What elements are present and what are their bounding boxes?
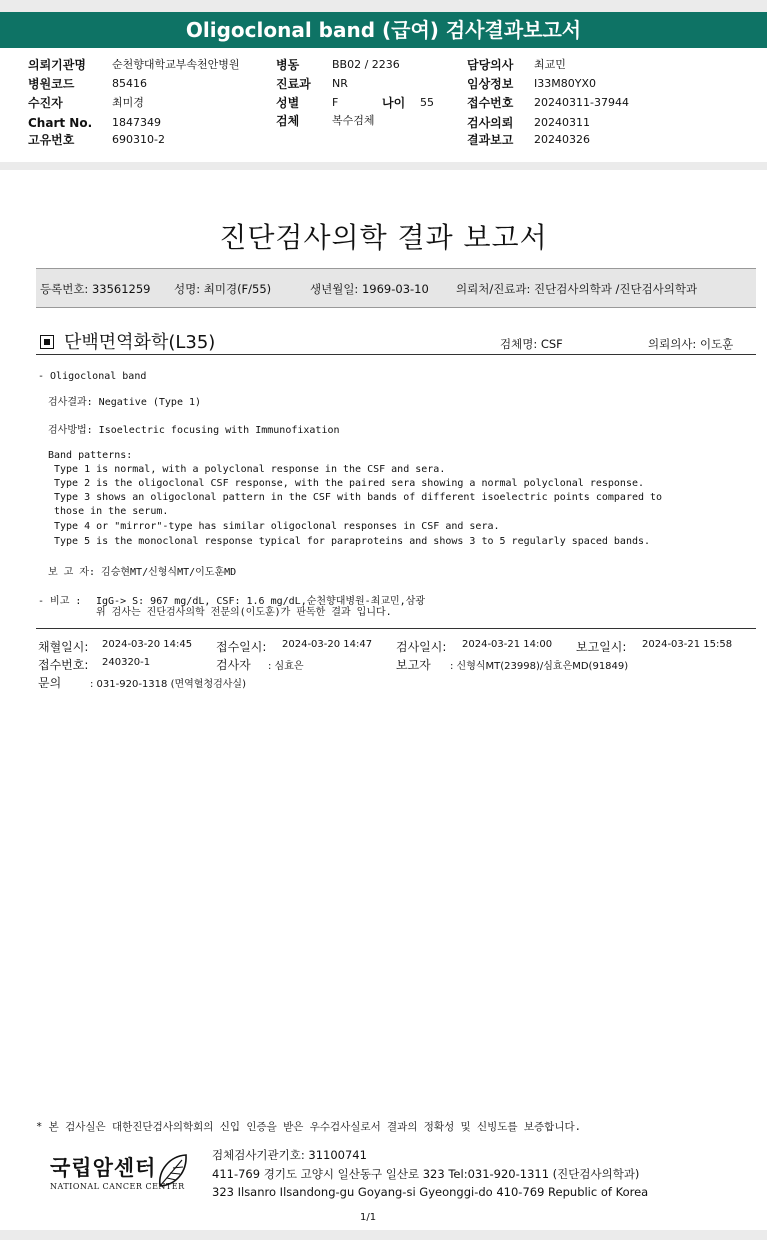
patient-name: 성명: 최미경(F/55)	[174, 282, 272, 296]
request-date-value: 20240311	[534, 116, 590, 129]
patient-value: 최미경	[112, 96, 144, 109]
hospital-code-label: 병원코드	[28, 77, 75, 91]
age-value: 55	[420, 96, 434, 109]
test-result: 검사결과: Negative (Type 1)	[48, 397, 202, 408]
main-report-title: 진단검사의학 결과 보고서	[219, 221, 548, 254]
reporter-label: 보고자	[396, 658, 431, 672]
specimen-name: 검체명: CSF	[500, 337, 563, 351]
band-pattern-line: Type 3 shows an oligoclonal pattern in the CSF with bands of different isoelectric points compared to	[54, 492, 663, 503]
hospital-code-value: 85416	[112, 77, 147, 90]
note-line: 위 검사는 진단검사의학 전문의(이도훈)가 판독한 결과 입니다.	[96, 607, 392, 618]
receive-value: 2024-03-20 14:47	[282, 639, 373, 650]
doctor-value: 최교민	[534, 58, 566, 71]
institution-label: 의뢰기관명	[28, 58, 86, 72]
section-title: 단백면역화학(L35)	[64, 332, 216, 353]
reporter-value: : 신형식MT(23998)/심효은MD(91849)	[450, 661, 629, 672]
contact-label: 문의	[38, 676, 62, 690]
certification-notice: * 본 검사실은 대한진단검사의학회의 신입 인증을 받은 우수검사실로서 결과의 정확성 및 신빙도를 보증합니다.	[36, 1121, 581, 1133]
report-time-value: 2024-03-21 15:58	[642, 639, 733, 650]
test-date-label: 검사일시:	[396, 640, 447, 654]
receipt-no-label: 접수번호	[467, 96, 514, 110]
leaf-logo-icon	[154, 1152, 190, 1190]
test-date-value: 2024-03-21 14:00	[462, 639, 553, 650]
doctor-label: 담당의사	[467, 58, 514, 72]
specimen-label: 검체	[276, 114, 300, 128]
report-date-value: 20240326	[534, 133, 590, 146]
receipt-no-value: 20240311-37944	[534, 96, 629, 109]
band-pattern-line: Type 5 is the monoclonal response typical for paraproteins and shows 3 to 5 regularly spaced bands.	[54, 536, 651, 547]
unique-no-label: 고유번호	[28, 133, 75, 147]
contact-value: : 031-920-1318 (면역혈청검사실)	[90, 679, 246, 690]
institution-address-english: 323 Ilsanro Ilsandong-gu Goyang-si Gyeonggi-do 410-769 Republic of Korea	[212, 1185, 649, 1199]
footer-divider	[36, 628, 756, 629]
report-time-label: 보고일시:	[576, 640, 627, 654]
registration-number: 등록번호: 33561259	[40, 282, 151, 296]
report-title: Oligoclonal band (급여) 검사결과보고서	[0, 12, 767, 48]
requesting-dept: 의뢰처/진료과: 진단검사의학과 /진단검사의학과	[456, 282, 698, 296]
reporter-line: 보 고 자: 김승현MT/신형식MT/이도훈MD	[48, 567, 237, 578]
institution-address-korean: 411-769 경기도 고양시 일산동구 일산로 323 Tel:031-920-1311 (진단검사의학과)	[212, 1167, 640, 1181]
receipt-label: 접수번호:	[38, 658, 89, 672]
specimen-value: 복수검체	[332, 114, 375, 127]
collect-value: 2024-03-20 14:45	[102, 639, 193, 650]
institution-value: 순천향대학교부속천안병원	[112, 58, 240, 71]
requesting-doctor: 의뢰의사: 이도훈	[648, 337, 734, 351]
report-label: 결과보고	[467, 133, 514, 147]
test-method: 검사방법: Isoelectric focusing with Immunofixation	[48, 425, 340, 436]
birth-date: 생년월일: 1969-03-10	[310, 282, 429, 296]
logo-english: NATIONAL CANCER CENTER	[50, 1182, 185, 1191]
chart-no-value: 1847349	[112, 116, 161, 129]
ward-value: BB02 / 2236	[332, 58, 400, 71]
note-line: IgG-> S: 967 mg/dL, CSF: 1.6 mg/dL,순천향대병원-최교민,삼광	[96, 596, 426, 607]
band-pattern-line: Type 4 or "mirror"-type has similar oligoclonal responses in CSF and sera.	[54, 521, 500, 532]
section-header	[40, 328, 215, 354]
clinical-value: I33M80YX0	[534, 77, 596, 90]
age-label: 나이	[382, 96, 406, 110]
receipt-value: 240320-1	[102, 657, 151, 668]
sex-label: 성별	[276, 96, 300, 110]
clinical-label: 임상정보	[467, 77, 514, 91]
patient-info-panel	[0, 48, 767, 162]
dept-value: NR	[332, 77, 348, 90]
patient-label: 수진자	[28, 96, 63, 110]
note-prefix: - 비고 :	[38, 596, 82, 607]
patient-strip	[36, 268, 756, 308]
band-pattern-line: those in the serum.	[54, 506, 169, 517]
receive-label: 접수일시:	[216, 640, 267, 654]
band-patterns-title: Band patterns:	[48, 450, 133, 461]
ward-label: 병동	[276, 58, 300, 72]
section-divider	[36, 354, 756, 355]
request-label: 검사의뢰	[467, 116, 514, 130]
report-page	[0, 170, 767, 1230]
test-name: - Oligoclonal band	[38, 371, 147, 382]
unique-no-value: 690310-2	[112, 133, 165, 146]
band-pattern-line: Type 2 is the oligoclonal CSF response, with the paired sera showing a normal polyclonal response.	[54, 478, 645, 489]
logo-korean: 국립암센터	[50, 1156, 157, 1180]
chart-no-label: Chart No.	[28, 116, 93, 130]
sex-value: F	[332, 96, 339, 109]
band-pattern-line: Type 1 is normal, with a polyclonal response in the CSF and sera.	[54, 464, 446, 475]
collect-label: 채혈일시:	[38, 640, 89, 654]
dept-label: 진료과	[276, 77, 311, 91]
tester-label: 검사자	[216, 658, 251, 672]
page-number: 1/1	[360, 1212, 377, 1223]
tester-value: : 심효은	[268, 661, 304, 672]
institution-code: 검체검사기관기호: 31100741	[212, 1148, 367, 1162]
square-bullet-icon	[40, 335, 54, 349]
